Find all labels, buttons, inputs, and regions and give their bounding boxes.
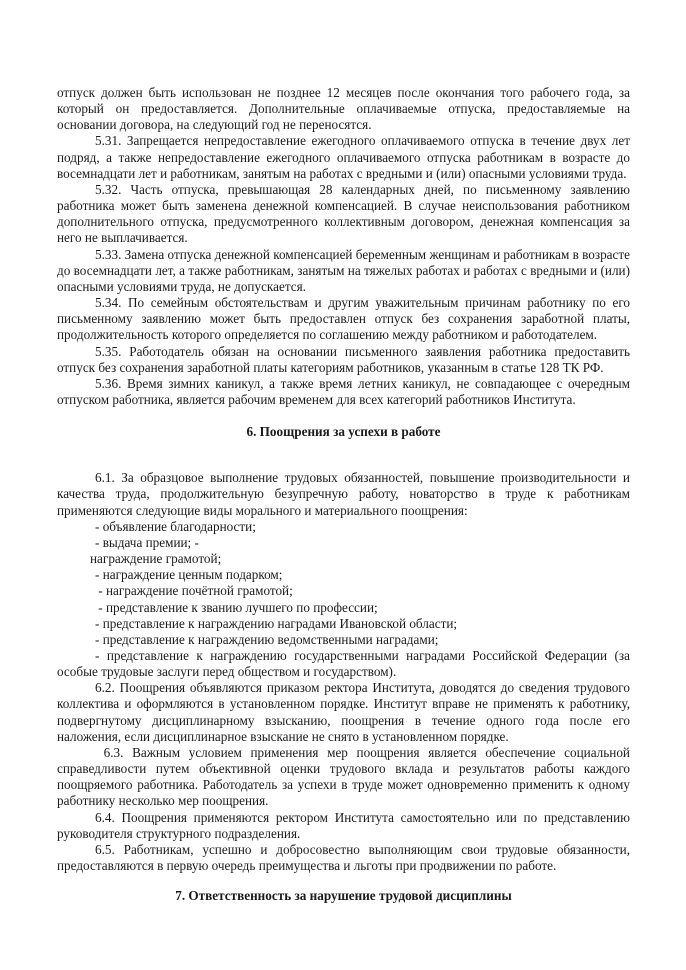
list-item-gratitude: - объявление благодарности; <box>95 518 256 534</box>
section-6-heading: 6. Поощрения за успехи в работе <box>246 424 441 440</box>
clause-5-36: 5.36. Время зимних каникул, а также время летних каникул, не совпадающее с очередным отпуском работника, является рабочим временем для всех категорий работников Института. <box>57 375 630 407</box>
section-7-heading: 7. Ответственность за нарушение трудовой дисциплины <box>175 888 512 904</box>
list-item-state-awards: - представление к награждению государственными наградами Российской Федерации (за особые трудовые заслуги перед обществом и государством). <box>57 648 630 680</box>
paragraph-vacation-carryover: отпуск должен быть использован не позднее 12 месяцев после окончания того рабочего года, за который он предоставляется. Дополнительные оплачиваемые отпуска, предоставляемые на основании договора, на следующий год не переносятся. <box>57 85 630 133</box>
list-item-best-in-profession: - представление к званию лучшего по профессии; <box>95 599 378 615</box>
list-item-bonus: - выдача премии; - <box>95 534 199 550</box>
clause-6-5: 6.5. Работникам, успешно и добросовестно выполняющим свои трудовые обязанности, предоставляются в первую очередь преимущества и льготы при продвижении по работе. <box>57 841 630 874</box>
clause-5-32: 5.32. Часть отпуска, превышающая 28 календарных дней, по письменному заявлению работника может быть заменена денежной компенсацией. В случае неиспользования работником дополнительного отпуска, предусмотренного коллективным договором, денежная компенсация за него не выплачивается. <box>57 181 630 246</box>
clause-5-31: 5.31. Запрещается непредоставление ежегодного оплачиваемого отпуска в течение двух лет подряд, а также непредоставление ежегодного оплачиваемого отпуска работникам в возрасте до восемнадцати лет и работникам, занятым на работах с вредными и (или) опасными условиями труда. <box>57 133 630 181</box>
list-item-honor-certificate: - награждение почётной грамотой; <box>95 583 293 599</box>
list-item-departmental-awards: - представление к награждению ведомственными наградами; <box>95 631 439 647</box>
clause-6-1: 6.1. За образцовое выполнение трудовых обязанностей, повышение производительности и качества труда, продолжительную безупречную работу, новаторство в труде к работникам применяются следующие виды морального и материального поощрения: <box>57 470 630 518</box>
clause-6-4: 6.4. Поощрения применяются ректором Института самостоятельно или по представлению руководителя структурного подразделения. <box>57 809 630 841</box>
clause-6-2: 6.2. Поощрения объявляются приказом ректора Института, доводятся до сведения трудового коллектива и оформляются в установленном порядке. Институт вправе не применять к работнику, подвергнутому дисциплинарному взысканию, поощрения в течение одного года после его наложения, если дисциплинарное взыскание не снято в установленном порядке. <box>57 680 630 744</box>
clause-5-35: 5.35. Работодатель обязан на основании письменного заявления работника предоставить отпуск без сохранения заработной платы категориям работников, указанным в статье 128 ТК РФ. <box>57 343 630 375</box>
list-item-certificate: награждение грамотой; <box>90 551 222 567</box>
clause-5-34: 5.34. По семейным обстоятельствам и другим уважительным причинам работнику по его письменному заявлению может быть предоставлен отпуск без сохранения заработной платы, продолжительность которого определяется по соглашению между работником и работодателем. <box>57 295 630 343</box>
clause-5-33: 5.33. Замена отпуска денежной компенсацией беременным женщинам и работникам в возрасте до восемнадцати лет, а также работникам, занятым на тяжелых работах и работах с вредными и (или) опасными условиями труда, не допускается. <box>57 246 630 294</box>
list-item-gift: - награждение ценным подарком; <box>95 567 283 583</box>
clause-6-3: 6.3. Важным условием применения мер поощрения является обеспечение социальной справедливости путем объективной оценки трудового вклада и результатов работы каждого поощряемого работника. Работодатель за успехи в труде может одновременно применить к одному работнику несколько мер поощрения. <box>57 744 630 809</box>
list-item-ivanovo-awards: - представление к награждению наградами Ивановской области; <box>95 615 458 631</box>
